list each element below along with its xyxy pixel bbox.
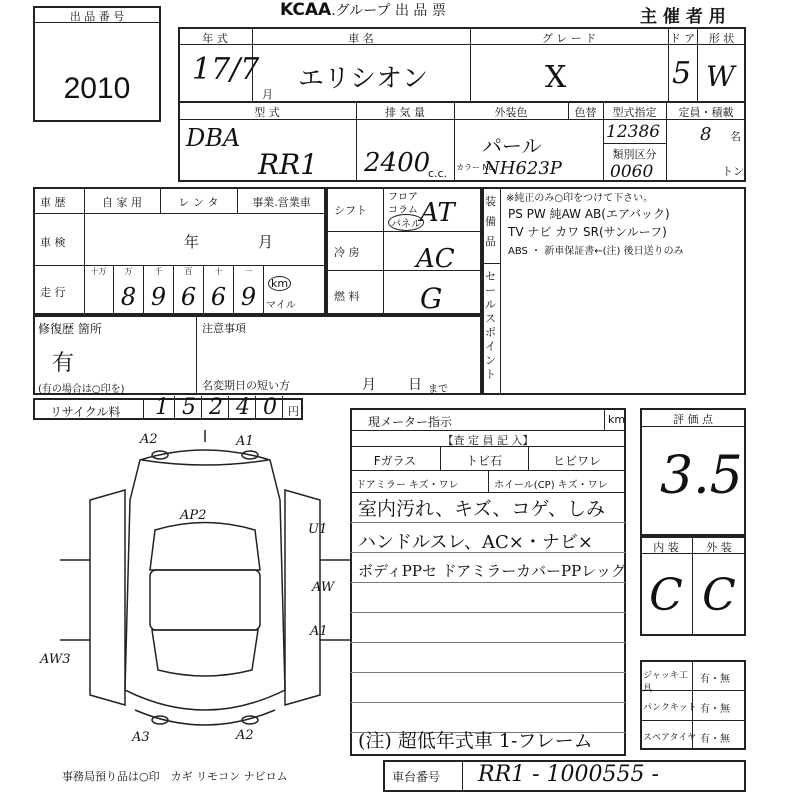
glass-chip: トビ石 <box>465 454 502 468</box>
doors-label: ド ア <box>669 32 696 45</box>
shift-label: シフト <box>334 204 367 217</box>
damage-mark: A2 <box>236 728 254 743</box>
recycle-label: リサイクル料 <box>50 405 121 419</box>
grade-label: グ レ ー ド <box>541 32 597 45</box>
color-change-label: 色替 <box>574 106 597 119</box>
history-private: 自 家 用 <box>102 196 142 209</box>
displacement-label: 排 気 量 <box>385 106 425 119</box>
footer-note: 事務局預り品は○印 カギ リモコン ナビロム <box>62 770 288 783</box>
shift-panel: パネル <box>388 214 424 231</box>
equipment-line2: TV ナビ カワ SR(サンルーフ) <box>508 225 667 239</box>
month-suffix: 月 <box>262 88 273 101</box>
recycle-digit: 0 <box>258 396 283 418</box>
inspector-ruled-line <box>350 522 626 523</box>
car-diagram <box>60 430 350 760</box>
glass-crack: ヒビワレ <box>552 454 601 468</box>
inspector-ruled-line <box>350 612 626 613</box>
recycle-yen: 円 <box>288 405 299 418</box>
inspection-year: 年 <box>184 233 200 251</box>
km-unit: km <box>268 276 291 291</box>
tool-jack-label: ジャッキ工具 <box>643 671 688 694</box>
history-label: 車 歴 <box>40 196 66 209</box>
damage-mark: AP2 <box>180 508 207 523</box>
year-label: 年 式 <box>202 32 228 45</box>
type-code: RR1 <box>258 148 318 181</box>
doors-value: 5 <box>672 56 692 91</box>
inspector-note-3: ボディPPセ ドアミラーカバーPPレッグ <box>358 562 627 580</box>
tool-spare-label: スペアタイヤ <box>643 733 697 743</box>
tool-kit-value: 有・無 <box>700 704 730 715</box>
expiry-month: 月 <box>362 377 376 393</box>
mileage-digit-cell <box>174 265 204 315</box>
repair-label: 修復歴 箇所 <box>38 322 102 336</box>
mileage-digit-cell <box>204 265 234 315</box>
type-prefix: DBA <box>186 124 241 152</box>
type-cert-value: 12386 <box>606 122 661 142</box>
fuel-value: G <box>420 282 443 315</box>
tool-spare-value: 有・無 <box>700 734 730 745</box>
tool-kit-label: パンクキット <box>643 703 697 713</box>
inspector-ruled-line <box>350 672 626 673</box>
class-value: 0060 <box>610 162 654 182</box>
interior-value: C <box>649 570 683 621</box>
mileage-digit-label: 十万 <box>90 267 107 276</box>
mileage-digit-cell <box>84 265 114 315</box>
wheel-label: ホイール(CP) キズ・ワレ <box>494 480 608 491</box>
organizer-label: 主 催 者 用 <box>640 7 726 27</box>
repair-note: (有の場合は○印を) <box>38 384 125 395</box>
overall-score-value: 3.5 <box>660 446 743 506</box>
damage-mark: A1 <box>310 624 328 639</box>
color-no-value: NH623P <box>484 158 562 179</box>
cc-unit: c.c. <box>428 167 448 180</box>
class-label: 類別区分 <box>612 148 657 161</box>
interior-label: 内 装 <box>653 541 679 554</box>
tons-unit: トン <box>722 165 744 178</box>
shift-floor: フロア <box>388 192 418 203</box>
miles-unit: マイル <box>266 300 296 311</box>
meter-label: 現メーター指示 <box>368 415 453 429</box>
inspection-month: 月 <box>258 233 274 251</box>
damage-mark: AW3 <box>40 652 71 667</box>
inspector-ruled-line <box>350 702 626 703</box>
mileage-digit: 6 <box>210 283 227 311</box>
inspector-note-2: ハンドルスレ、AC×・ナビ× <box>358 532 593 553</box>
ac-value: AC <box>416 244 455 274</box>
inspector-ruled-line <box>350 642 626 643</box>
damage-mark: A1 <box>236 434 254 449</box>
recycle-digit: 1 <box>150 396 175 418</box>
mileage-digit-cell <box>144 265 174 315</box>
recycle-digit: 5 <box>177 396 202 418</box>
capacity-label: 定員・積載 <box>678 106 734 119</box>
equipment-line3: ABS ・ 新車保証書←(注) 後日送りのみ <box>508 246 684 257</box>
fuel-label: 燃 料 <box>334 290 360 303</box>
notes-label: 注意事項 <box>202 322 246 335</box>
equipment-line1: PS PW 純AW AB(エアバック) <box>508 207 670 221</box>
meter-km: km <box>608 413 626 426</box>
mileage-digit: 8 <box>120 283 137 311</box>
logo: KCAA.グループ 出 品 票 <box>280 0 446 20</box>
model-label: 車 名 <box>348 32 374 45</box>
color-no-label: カラー No. <box>456 163 496 172</box>
equipment-note: ※純正のみ○印をつけて下さい。 <box>506 193 654 204</box>
expiry-label: 名変期日の短い方 <box>202 379 290 392</box>
mileage-label: 走 行 <box>40 286 66 299</box>
shift-column: コラム <box>388 205 418 216</box>
mileage-digit-label: 百 <box>184 267 193 276</box>
color-value: パール <box>482 134 542 158</box>
mileage-digit: 9 <box>150 283 167 311</box>
capacity-value: 8 <box>700 124 712 145</box>
mileage-digit-label: 千 <box>154 267 163 276</box>
chassis-label: 車台番号 <box>392 770 441 784</box>
color-label: 外装色 <box>494 106 528 119</box>
shape-value: W <box>706 60 735 93</box>
damage-mark: U1 <box>308 522 328 537</box>
equipment-label: 装 備 品 <box>485 195 496 248</box>
inspection-label: 車 検 <box>40 236 66 249</box>
sales-point-label: セールスポイント <box>485 270 496 381</box>
tool-jack-value: 有・無 <box>700 674 730 685</box>
damage-mark: A2 <box>140 432 158 447</box>
mileage-digit-label: 万 <box>124 267 133 276</box>
displacement-value: 2400 <box>364 148 431 178</box>
recycle-digit: 4 <box>231 396 256 418</box>
year-value: 17/7 <box>192 52 260 87</box>
chassis-value: RR1 - 1000555 - <box>478 762 659 787</box>
exterior-label: 外 装 <box>706 541 732 554</box>
history-business: 事業.営業車 <box>252 196 311 209</box>
expiry-day: 日 <box>408 377 422 393</box>
glass-label: Fガラス <box>373 454 417 468</box>
history-rental: レ ン タ <box>178 196 219 209</box>
mileage-digit: 9 <box>240 283 257 311</box>
type-cert-label: 型式指定 <box>612 106 657 119</box>
exterior-value: C <box>702 570 736 621</box>
mileage-digit-label: 一 <box>244 267 253 276</box>
mileage-digit-cell <box>234 265 264 315</box>
repair-value: 有 <box>52 351 75 376</box>
lot-label: 出 品 番 号 <box>69 10 125 23</box>
shift-value: AT <box>420 198 455 228</box>
inspector-note-1: 室内汚れ、キズ、コゲ、しみ <box>358 498 606 520</box>
persons-unit: 名 <box>730 130 741 143</box>
inspector-header: 【査 定 員 記 入】 <box>442 434 534 447</box>
expiry-until: まで <box>428 384 448 395</box>
mileage-digit: 6 <box>180 283 197 311</box>
inspector-ruled-line <box>350 582 626 583</box>
mileage-digit-label: 十 <box>214 267 223 276</box>
mirror-label: ドアミラー キズ・ワレ <box>356 480 459 491</box>
overall-score-label: 評 価 点 <box>673 413 713 426</box>
grade-value: X <box>545 60 567 95</box>
ac-label: 冷 房 <box>334 246 360 259</box>
type-label: 型 式 <box>254 106 280 119</box>
damage-mark: A3 <box>132 730 150 745</box>
lot-number: 2010 <box>63 72 131 105</box>
inspector-bottom-note: (注) 超低年式車 1-フレーム <box>358 730 593 752</box>
mileage-digit-cell <box>114 265 144 315</box>
recycle-digit: 2 <box>204 396 229 418</box>
model-value: エリシオン <box>298 64 429 94</box>
shape-label: 形 状 <box>708 32 735 45</box>
damage-mark: AW <box>312 580 335 595</box>
